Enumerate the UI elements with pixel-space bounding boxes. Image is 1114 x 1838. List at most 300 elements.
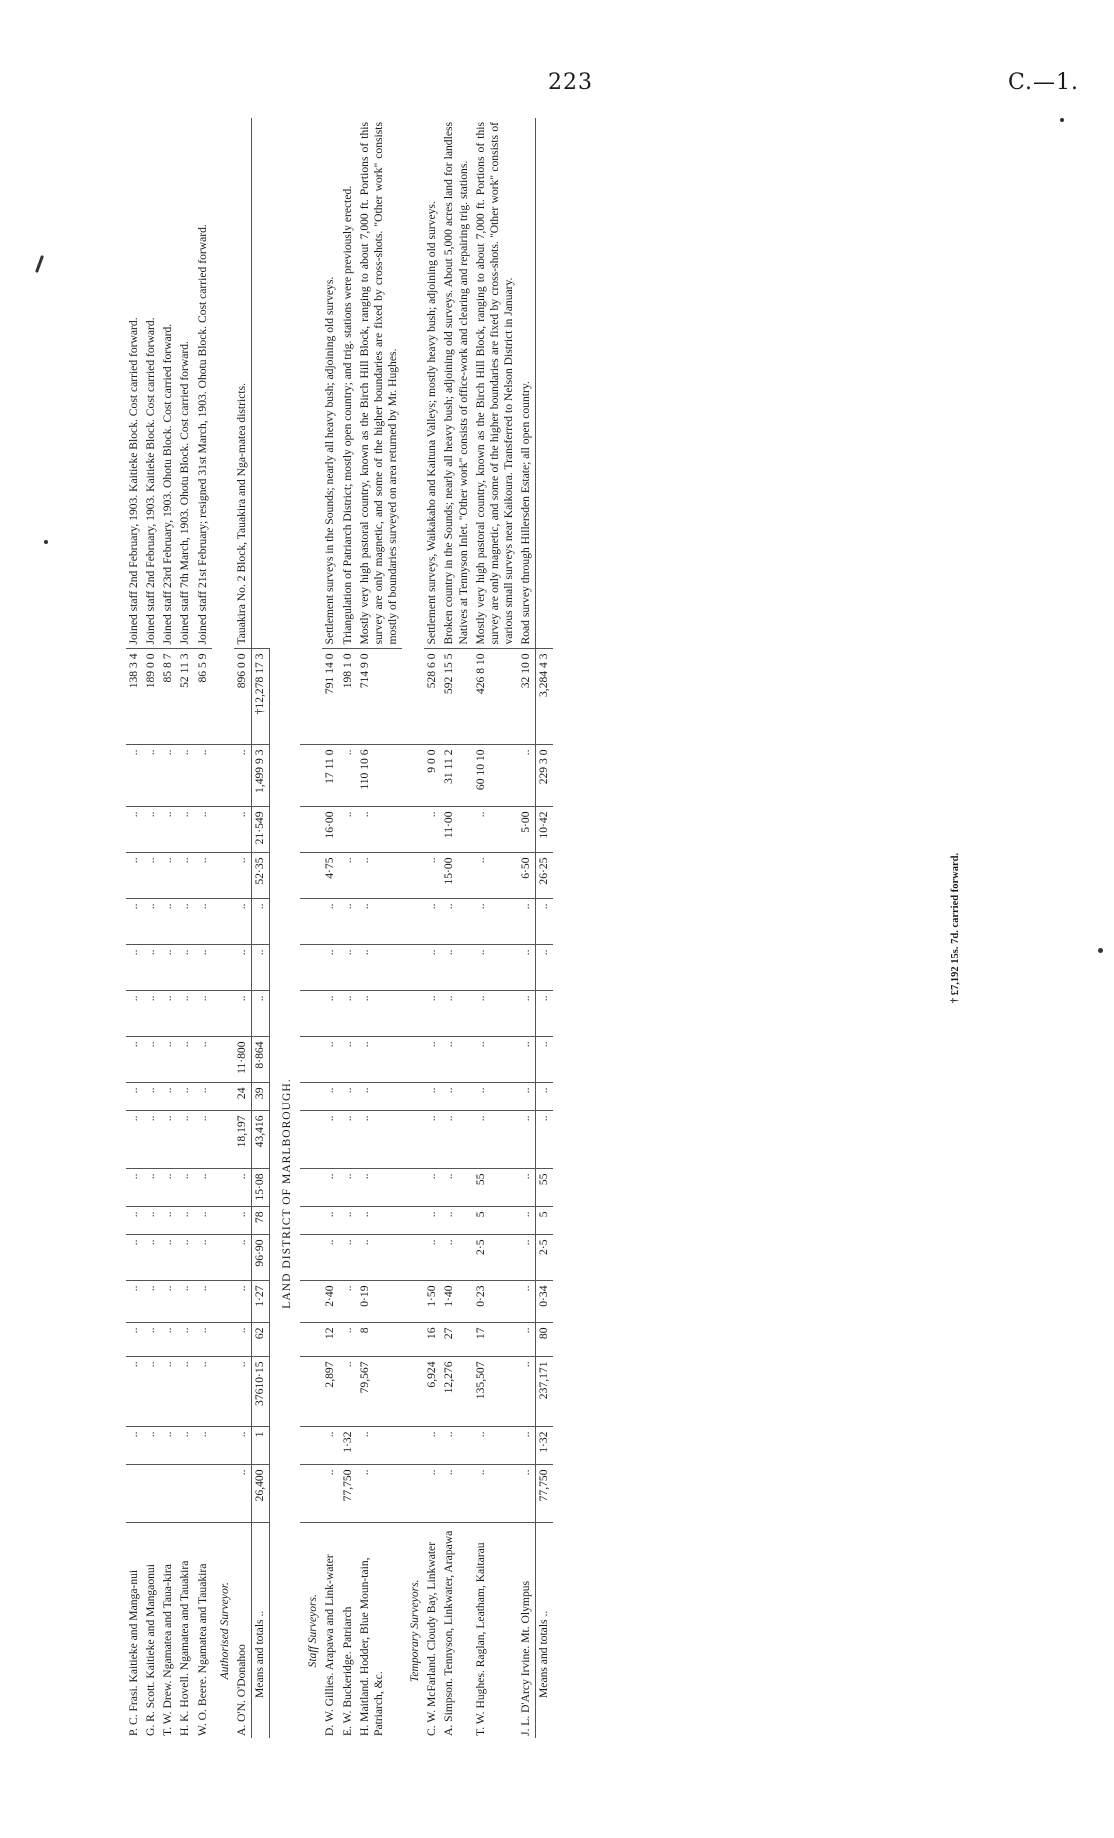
value-cell: 31 11 2 — [441, 745, 472, 807]
value-cell: .. — [143, 899, 160, 945]
value-cell: .. — [126, 1111, 143, 1169]
value-cell: .. — [473, 1427, 518, 1465]
table-row — [143, 118, 160, 1738]
value-cell: .. — [473, 991, 518, 1037]
value-cell: 52·35 — [251, 853, 269, 899]
value-cell: .. — [177, 807, 194, 853]
table-row — [160, 118, 177, 1738]
value-cell: .. — [340, 1281, 357, 1323]
footnote: † £7,192 15s. 7d. carried forward. — [950, 852, 961, 1004]
value-cell: .. — [160, 1111, 177, 1169]
totals-label: Means and totals .. — [251, 1523, 269, 1738]
value-cell: .. — [160, 1357, 177, 1427]
totals-label: Means and totals .. — [536, 1523, 554, 1738]
empty-cell — [300, 1083, 322, 1111]
surveyor-name: E. W. Buckeridge. Patriarch — [340, 1606, 354, 1736]
value-cell: .. — [536, 1083, 554, 1111]
value-cell: .. — [441, 1427, 472, 1465]
value-cell: .. — [424, 853, 441, 899]
empty-cell — [402, 1037, 424, 1083]
remarks-cell: Joined staff 23rd February, 1903. Ohotu Block. Cost carried forward. — [160, 118, 177, 649]
value-cell: .. — [160, 807, 177, 853]
remarks-cell — [251, 118, 269, 649]
empty-cell — [212, 1207, 234, 1235]
empty-cell — [212, 1281, 234, 1323]
value-cell: .. — [357, 807, 402, 853]
value-cell: .. — [160, 991, 177, 1037]
value-cell: .. — [357, 1111, 402, 1169]
value-cell: 17 11 0 — [322, 745, 339, 807]
value-cell: .. — [340, 945, 357, 991]
remarks-cell: Broken country in the Sounds; nearly all heavy bush; adjoining old surveys. About 5,000 acres land for landless Natives at Tennyson Inlet. "Other work" consists of office-work and clearing and repairing trig. stations. — [441, 118, 472, 649]
empty-cell — [212, 1357, 234, 1427]
value-cell: .. — [357, 1427, 402, 1465]
value-cell: .. — [195, 1323, 212, 1357]
value-cell: .. — [340, 1357, 357, 1427]
value-cell: .. — [234, 1235, 252, 1281]
value-cell: 27 — [441, 1323, 472, 1357]
value-cell: .. — [340, 853, 357, 899]
empty-cell — [300, 1111, 322, 1169]
value-cell: 26,400 — [251, 1465, 269, 1523]
value-cell: .. — [340, 1169, 357, 1207]
value-cell: .. — [322, 1427, 339, 1465]
value-cell: .. — [177, 1357, 194, 1427]
value-cell: .. — [126, 991, 143, 1037]
value-cell: .. — [424, 807, 441, 853]
value-cell: 0·23 — [473, 1281, 518, 1323]
value-cell: .. — [251, 991, 269, 1037]
staff-surveyors-heading-label: Staff Surveyors. — [306, 1594, 320, 1668]
scan-speck — [1060, 118, 1064, 122]
value-cell: 6·50 — [518, 853, 536, 899]
value-cell: .. — [357, 1235, 402, 1281]
value-cell: .. — [357, 1037, 402, 1083]
value-cell: .. — [160, 1169, 177, 1207]
table-row — [234, 118, 252, 1738]
value-cell: 39 — [251, 1083, 269, 1111]
value-cell: .. — [195, 1235, 212, 1281]
value-cell: .. — [195, 1111, 212, 1169]
value-cell: 592 15 5 — [441, 649, 472, 745]
scan-speck — [44, 540, 48, 544]
value-cell: .. — [340, 1111, 357, 1169]
value-cell: .. — [177, 945, 194, 991]
value-cell: 21·549 — [251, 807, 269, 853]
value-cell: .. — [177, 853, 194, 899]
value-cell: .. — [126, 1281, 143, 1323]
value-cell: .. — [160, 1083, 177, 1111]
value-cell: .. — [143, 807, 160, 853]
value-cell: .. — [340, 1207, 357, 1235]
staff-surveyors-heading — [300, 118, 322, 1738]
value-cell: .. — [518, 1281, 536, 1323]
value-cell: .. — [424, 1111, 441, 1169]
value-cell: 2·5 — [473, 1235, 518, 1281]
empty-cell — [300, 945, 322, 991]
empty-cell — [402, 1169, 424, 1207]
rotated-table-page — [126, 118, 986, 1738]
value-cell: .. — [424, 1207, 441, 1235]
value-cell: .. — [126, 1323, 143, 1357]
value-cell: 229 3 0 — [536, 745, 554, 807]
empty-cell — [300, 1235, 322, 1281]
value-cell: .. — [424, 899, 441, 945]
value-cell: .. — [126, 745, 143, 807]
value-cell: .. — [126, 1169, 143, 1207]
value-cell: 1·50 — [424, 1281, 441, 1323]
surveyor-name: P. C. Frasi. Kaitieke and Manga-nui — [127, 1569, 140, 1736]
table-row — [518, 118, 536, 1738]
value-cell: 1·32 — [340, 1427, 357, 1465]
value-cell: .. — [160, 1323, 177, 1357]
value-cell: .. — [195, 1169, 212, 1207]
value-cell: .. — [143, 1323, 160, 1357]
value-cell: 6,924 — [424, 1357, 441, 1427]
value-cell: .. — [195, 1427, 212, 1465]
value-cell: .. — [195, 853, 212, 899]
value-cell: .. — [518, 1323, 536, 1357]
value-cell: .. — [126, 853, 143, 899]
totals-row — [251, 118, 269, 1738]
value-cell: .. — [424, 1083, 441, 1111]
empty-cell — [300, 899, 322, 945]
value-cell: .. — [160, 1207, 177, 1235]
value-cell: 26·25 — [536, 853, 554, 899]
value-cell: 79,567 — [357, 1357, 402, 1427]
scan-speck — [35, 255, 44, 273]
empty-cell — [300, 1169, 322, 1207]
empty-cell — [300, 745, 322, 807]
value-cell: 8 — [357, 1323, 402, 1357]
value-cell: .. — [234, 1169, 252, 1207]
surveyor-name: A. O'N. O'Donahoo — [234, 1644, 248, 1736]
value-cell: 15·08 — [251, 1169, 269, 1207]
value-cell: 18,197 — [234, 1111, 252, 1169]
value-cell: .. — [357, 899, 402, 945]
value-cell: 16·00 — [322, 807, 339, 853]
value-cell: .. — [357, 1465, 402, 1523]
value-cell: .. — [357, 1169, 402, 1207]
value-cell: .. — [195, 1357, 212, 1427]
empty-cell — [212, 745, 234, 807]
empty-cell — [402, 1111, 424, 1169]
empty-cell — [300, 1465, 322, 1523]
value-cell: 43,416 — [251, 1111, 269, 1169]
value-cell: .. — [195, 991, 212, 1037]
value-cell: .. — [195, 899, 212, 945]
empty-cell — [212, 1037, 234, 1083]
value-cell: .. — [143, 1111, 160, 1169]
empty-cell — [212, 1427, 234, 1465]
table-row — [322, 118, 339, 1738]
empty-cell — [402, 1323, 424, 1357]
value-cell: .. — [177, 1037, 194, 1083]
value-cell: .. — [340, 1323, 357, 1357]
table-row — [424, 118, 441, 1738]
survey-table — [126, 118, 553, 1738]
remarks-cell: Joined staff 2nd February, 1903. Kaitieke Block. Cost carried forward. — [126, 118, 143, 649]
empty-cell — [402, 1235, 424, 1281]
empty-cell — [212, 649, 234, 745]
value-cell: .. — [536, 1037, 554, 1083]
value-cell: .. — [234, 1281, 252, 1323]
value-cell: .. — [322, 1111, 339, 1169]
value-cell: 86 5 9 — [195, 649, 212, 745]
value-cell: †12,278 17 3 — [251, 649, 269, 745]
table-row — [473, 118, 518, 1738]
value-cell: .. — [177, 991, 194, 1037]
value-cell: 80 — [536, 1323, 554, 1357]
value-cell: .. — [518, 1465, 536, 1523]
value-cell: 15·00 — [441, 853, 472, 899]
value-cell: .. — [177, 1281, 194, 1323]
value-cell: 11·800 — [234, 1037, 252, 1083]
district-heading-row — [270, 118, 301, 1738]
surveyor-name: C. W. McFarland. Cloudy Bay, Linkwater — [425, 1541, 439, 1736]
value-cell: 2·40 — [322, 1281, 339, 1323]
value-cell: .. — [177, 1235, 194, 1281]
value-cell: 17 — [473, 1323, 518, 1357]
value-cell: 8·864 — [251, 1037, 269, 1083]
value-cell: .. — [126, 899, 143, 945]
value-cell: .. — [536, 945, 554, 991]
value-cell: .. — [234, 1207, 252, 1235]
value-cell: .. — [473, 899, 518, 945]
value-cell: .. — [441, 1169, 472, 1207]
value-cell: .. — [340, 807, 357, 853]
value-cell: 237,171 — [536, 1357, 554, 1427]
value-cell: .. — [518, 1111, 536, 1169]
value-cell: 528 6 0 — [424, 649, 441, 745]
empty-cell — [300, 1427, 322, 1465]
value-cell: .. — [195, 1083, 212, 1111]
value-cell: .. — [357, 1207, 402, 1235]
value-cell: .. — [322, 899, 339, 945]
value-cell: .. — [160, 745, 177, 807]
empty-cell — [402, 945, 424, 991]
empty-cell — [212, 1465, 234, 1523]
value-cell: .. — [143, 1281, 160, 1323]
value-cell: .. — [143, 853, 160, 899]
value-cell: .. — [424, 1235, 441, 1281]
value-cell: .. — [340, 745, 357, 807]
value-cell: .. — [340, 899, 357, 945]
value-cell — [177, 1465, 194, 1523]
empty-cell — [212, 853, 234, 899]
empty-cell — [402, 991, 424, 1037]
value-cell: 138 3 4 — [126, 649, 143, 745]
value-cell: .. — [234, 991, 252, 1037]
value-cell: .. — [357, 1083, 402, 1111]
value-cell: .. — [143, 1083, 160, 1111]
empty-cell — [402, 649, 424, 745]
value-cell: .. — [340, 1083, 357, 1111]
value-cell: 5 — [473, 1207, 518, 1235]
value-cell: 198 1 0 — [340, 649, 357, 745]
value-cell: 85 8 7 — [160, 649, 177, 745]
value-cell: .. — [473, 1465, 518, 1523]
empty-cell — [300, 1357, 322, 1427]
value-cell: .. — [357, 945, 402, 991]
value-cell: .. — [234, 899, 252, 945]
value-cell: .. — [441, 1083, 472, 1111]
temporary-surveyors-heading-label: Temporary Surveyors. — [408, 1579, 422, 1683]
empty-cell — [212, 899, 234, 945]
empty-cell — [402, 1281, 424, 1323]
value-cell: .. — [518, 945, 536, 991]
remarks-cell: Triangulation of Patriarch District; mostly open country; and trig. stations were previously erected. — [340, 118, 357, 649]
value-cell: .. — [126, 1207, 143, 1235]
value-cell: .. — [518, 1427, 536, 1465]
value-cell: .. — [424, 945, 441, 991]
value-cell: 0·19 — [357, 1281, 402, 1323]
value-cell: .. — [518, 1169, 536, 1207]
empty-cell — [212, 1083, 234, 1111]
empty-cell — [402, 745, 424, 807]
temporary-surveyors-heading — [402, 118, 424, 1738]
value-cell: .. — [357, 853, 402, 899]
table-row — [357, 118, 402, 1738]
value-cell: .. — [518, 1357, 536, 1427]
value-cell: .. — [160, 1427, 177, 1465]
value-cell: .. — [160, 1037, 177, 1083]
empty-cell — [402, 1207, 424, 1235]
value-cell: .. — [322, 1207, 339, 1235]
value-cell: .. — [143, 1207, 160, 1235]
empty-cell — [300, 1281, 322, 1323]
value-cell: .. — [143, 1427, 160, 1465]
value-cell: 5·00 — [518, 807, 536, 853]
surveyor-name: H. Maitland. Hodder, Blue Moun-tain, Patriarch, &c. — [357, 1557, 385, 1736]
value-cell: .. — [234, 1323, 252, 1357]
value-cell: .. — [473, 853, 518, 899]
empty-cell — [402, 1427, 424, 1465]
empty-cell — [212, 1111, 234, 1169]
value-cell: .. — [160, 853, 177, 899]
value-cell: .. — [340, 1037, 357, 1083]
value-cell: .. — [234, 945, 252, 991]
value-cell: 55 — [536, 1169, 554, 1207]
value-cell: .. — [143, 1357, 160, 1427]
value-cell: .. — [322, 991, 339, 1037]
value-cell: .. — [536, 1111, 554, 1169]
value-cell: .. — [195, 807, 212, 853]
value-cell: 9 0 0 — [424, 745, 441, 807]
value-cell: .. — [424, 991, 441, 1037]
value-cell: .. — [518, 1083, 536, 1111]
value-cell: 4·75 — [322, 853, 339, 899]
table-row — [195, 118, 212, 1738]
surveyor-name: A. Simpson. Tennyson, Linkwater, Arapawa — [442, 1530, 456, 1736]
empty-cell — [300, 1037, 322, 1083]
value-cell: .. — [441, 1111, 472, 1169]
table-row — [441, 118, 472, 1738]
value-cell: .. — [441, 1037, 472, 1083]
value-cell: .. — [536, 991, 554, 1037]
value-cell: .. — [441, 899, 472, 945]
value-cell: .. — [322, 1169, 339, 1207]
value-cell — [160, 1465, 177, 1523]
value-cell: .. — [441, 945, 472, 991]
empty-cell — [402, 853, 424, 899]
remarks-cell: Joined staff 21st February; resigned 31st March, 1903. Ohotu Block. Cost carried forward. — [195, 118, 212, 649]
value-cell: 135,507 — [473, 1357, 518, 1427]
empty-cell — [300, 807, 322, 853]
value-cell: .. — [441, 1465, 472, 1523]
value-cell: .. — [234, 853, 252, 899]
value-cell: 1·27 — [251, 1281, 269, 1323]
table-row — [177, 118, 194, 1738]
value-cell: .. — [126, 1037, 143, 1083]
authorised-surveyor-heading-label: Authorised Surveyor. — [217, 1582, 231, 1680]
value-cell: .. — [234, 1427, 252, 1465]
value-cell: .. — [518, 1207, 536, 1235]
value-cell: .. — [160, 1281, 177, 1323]
value-cell: .. — [195, 745, 212, 807]
value-cell: 11·00 — [441, 807, 472, 853]
value-cell: 714 9 0 — [357, 649, 402, 745]
remarks-cell: Settlement surveys, Waikakaho and Kaituna Valleys; mostly heavy bush; adjoining old surveys. — [424, 118, 441, 649]
value-cell: .. — [518, 1037, 536, 1083]
empty-cell — [212, 1235, 234, 1281]
value-cell: .. — [143, 1169, 160, 1207]
remarks-cell — [536, 118, 554, 649]
value-cell: .. — [424, 1037, 441, 1083]
value-cell: 1,499 9 3 — [251, 745, 269, 807]
empty-cell — [300, 1323, 322, 1357]
surveyor-name: J. L. D'Arcy Irvine. Mt. Olympus — [519, 1580, 533, 1736]
value-cell: .. — [234, 1357, 252, 1427]
value-cell: 37610·15 — [251, 1357, 269, 1427]
value-cell: 78 — [251, 1207, 269, 1235]
scan-speck — [1098, 948, 1103, 953]
value-cell: 12 — [322, 1323, 339, 1357]
empty-cell — [402, 807, 424, 853]
value-cell — [195, 1465, 212, 1523]
totals-row — [536, 118, 554, 1738]
value-cell: 189 0 0 — [143, 649, 160, 745]
remarks-cell: Joined staff 2nd February, 1903. Kaitieke Block. Cost carried forward. — [143, 118, 160, 649]
value-cell: .. — [160, 1235, 177, 1281]
value-cell: .. — [322, 945, 339, 991]
value-cell: 24 — [234, 1083, 252, 1111]
surveyor-name: T. W. Hughes. Raglan, Leatham, Kaitarau — [473, 1542, 487, 1736]
value-cell: .. — [195, 1207, 212, 1235]
empty-cell — [402, 1357, 424, 1427]
value-cell: .. — [441, 1235, 472, 1281]
value-cell: 5 — [536, 1207, 554, 1235]
value-cell: .. — [340, 1235, 357, 1281]
value-cell: .. — [126, 1083, 143, 1111]
value-cell: 0·34 — [536, 1281, 554, 1323]
value-cell: 62 — [251, 1323, 269, 1357]
value-cell: .. — [518, 991, 536, 1037]
value-cell: 16 — [424, 1323, 441, 1357]
empty-cell — [212, 1169, 234, 1207]
value-cell: .. — [518, 745, 536, 807]
district-heading: LAND DISTRICT OF MARLBOROUGH. — [270, 649, 301, 1738]
value-cell: .. — [177, 899, 194, 945]
value-cell: 12,276 — [441, 1357, 472, 1427]
empty-cell — [402, 1083, 424, 1111]
value-cell: .. — [424, 1465, 441, 1523]
value-cell: 32 10 0 — [518, 649, 536, 745]
surveyor-name: G. R. Scott. Kaitieke and Mangaonui — [144, 1564, 158, 1736]
value-cell — [126, 1465, 143, 1523]
value-cell: .. — [234, 807, 252, 853]
report-reference: C.—1. — [1008, 70, 1080, 95]
